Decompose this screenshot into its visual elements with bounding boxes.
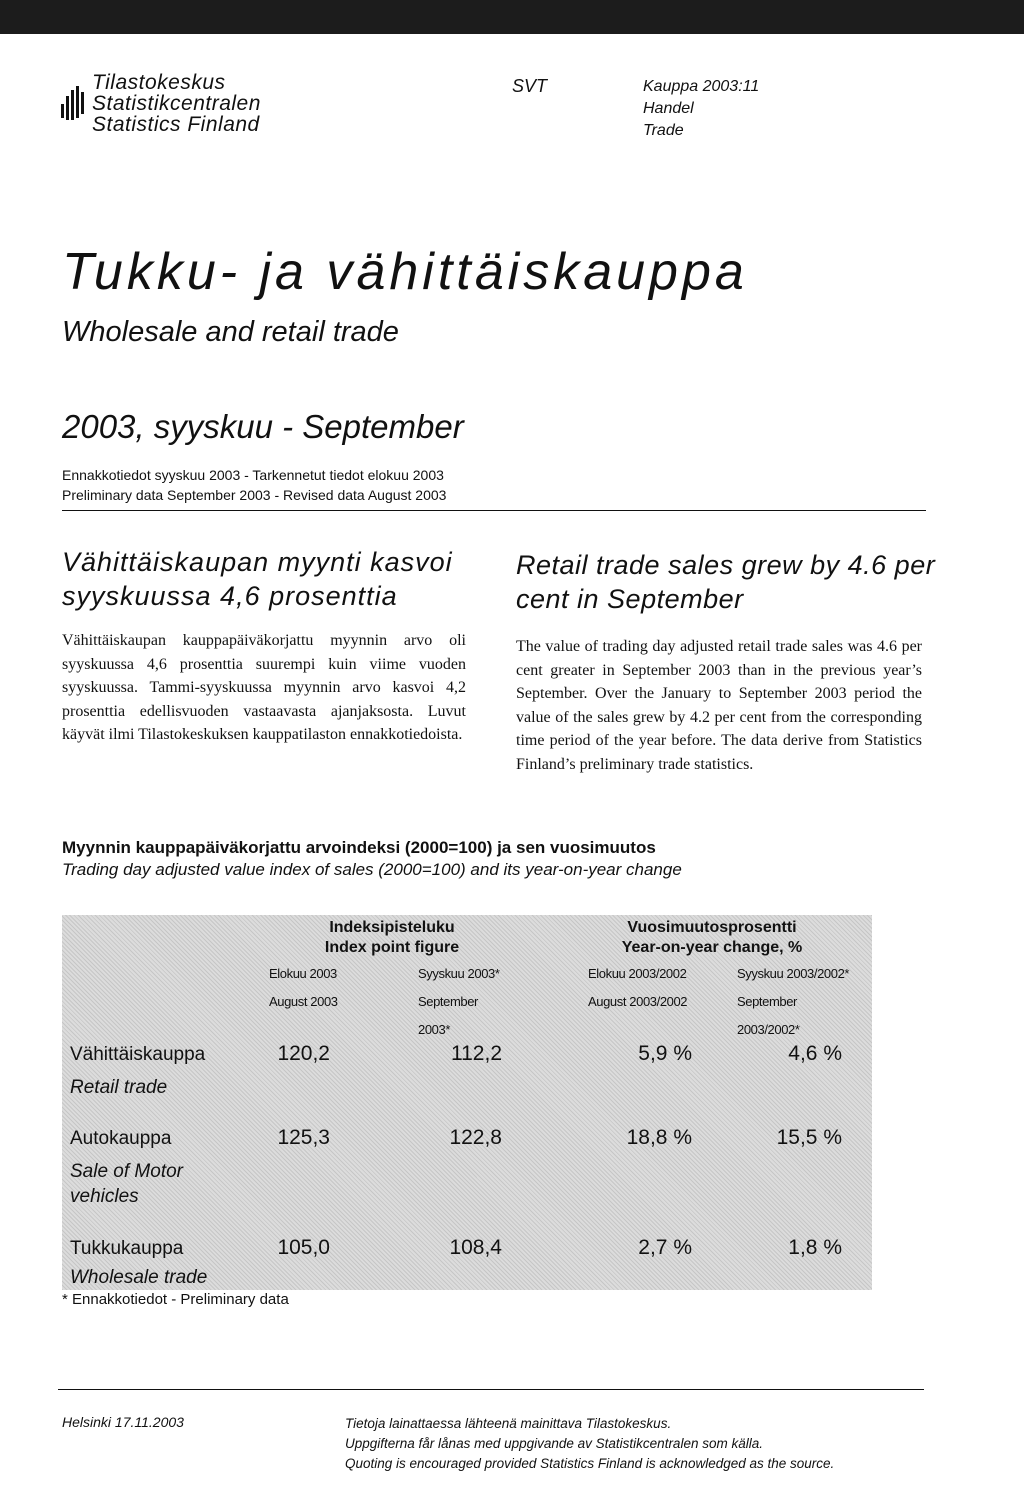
column-header-line: Elokuu 2003 — [269, 966, 337, 981]
table-cell: 2,7 % — [638, 1236, 692, 1259]
finnish-heading: Vähittäiskaupan myynti kasvoi syyskuussa 4,6 prosenttia — [62, 547, 453, 611]
series-info — [643, 76, 759, 142]
column-group-index-fi: Indeksipisteluku — [329, 919, 455, 936]
statistics-finland-logo-icon — [60, 82, 90, 126]
column-header-line: August 2003/2002 — [588, 994, 688, 1009]
sales-index-table — [62, 915, 872, 1290]
table-cell: 15,5 % — [776, 1126, 842, 1149]
citation-line-fi: Tietoja lainattaessa lähteenä mainittava Tilastokeskus. — [345, 1416, 672, 1431]
publication-period: 2003, syyskuu - September — [62, 408, 464, 445]
data-status-note — [62, 465, 446, 505]
column-group-index — [292, 918, 492, 958]
data-status-en: Preliminary data September 2003 - Revised data August 2003 — [62, 487, 447, 503]
column-header-sep-change — [737, 960, 849, 1044]
column-header-line: Elokuu 2003/2002 — [588, 966, 687, 981]
column-header-line: Syyskuu 2003/2002* — [737, 966, 850, 981]
table-cell: 18,8 % — [626, 1126, 692, 1149]
table-cell: 120,2 — [277, 1042, 330, 1065]
table-footnote: * Ennakkotiedot - Preliminary data — [62, 1291, 289, 1308]
org-name-sv: Statistikcentralen — [92, 92, 261, 115]
column-header-line: September — [418, 994, 478, 1009]
publication-title: Tukku- ja vähittäiskauppa — [62, 243, 748, 301]
table-cell: 105,0 — [277, 1236, 330, 1259]
table-title-fi: Myynnin kauppapäiväkorjattu arvoindeksi (2000=100) ja sen vuosimuutos — [62, 838, 656, 857]
publication-subtitle: Wholesale and retail trade — [62, 316, 399, 348]
citation-line-en: Quoting is encouraged provided Statistics Finland is acknowledged as the source. — [345, 1456, 835, 1471]
column-header-line: 2003/2002* — [737, 1022, 800, 1037]
row-label-en: Wholesale trade — [70, 1267, 208, 1288]
column-header-aug-2003 — [269, 960, 338, 1016]
table-cell: 4,6 % — [788, 1042, 842, 1065]
row-label-fi: Vähittäiskauppa — [70, 1044, 206, 1065]
table-cell: 1,8 % — [788, 1236, 842, 1259]
data-status-fi: Ennakkotiedot syyskuu 2003 - Tarkennetut tiedot elokuu 2003 — [62, 467, 444, 483]
column-header-aug-change — [588, 960, 687, 1016]
org-name-en: Statistics Finland — [92, 113, 260, 136]
citation-line-sv: Uppgifterna får lånas med uppgivande av Statistikcentralen som källa. — [345, 1436, 763, 1451]
column-header-line: August 2003 — [269, 994, 338, 1009]
column-header-line: September — [737, 994, 797, 1009]
column-header-sep-2003 — [418, 960, 500, 1044]
row-label-fi: Autokauppa — [70, 1128, 172, 1149]
citation-notice — [345, 1414, 834, 1474]
table-cell: 5,9 % — [638, 1042, 692, 1065]
row-label-en: Sale of Motor vehicles — [70, 1161, 183, 1207]
series-line-fi: Kauppa 2003:11 — [643, 78, 760, 95]
org-name-fi: Tilastokeskus — [92, 71, 226, 94]
top-dark-band — [0, 0, 1024, 34]
table-cell: 122,8 — [449, 1126, 502, 1149]
footer-divider — [58, 1389, 924, 1390]
column-group-change-fi: Vuosimuutosprosentti — [627, 919, 797, 936]
table-cell: 108,4 — [449, 1236, 502, 1259]
row-label-en: Retail trade — [70, 1077, 168, 1098]
english-body-text: The value of trading day adjusted retail trade sales was 4.6 per cent greater in September 2003 than in the previous year’s September. Over the January to September 2003 period the value of the sales grew by 4.2 per cent from the corresponding time period of the year before. The data derive from Statistics Finland’s preliminary trade statistics. — [516, 638, 922, 773]
row-label-motor — [70, 1126, 220, 1209]
table-title-en: Trading day adjusted value index of sales (2000=100) and its year-on-year change — [62, 860, 682, 879]
column-group-change-en: Year-on-year change, % — [621, 939, 803, 956]
column-group-index-en: Index point figure — [324, 939, 460, 956]
series-line-sv: Handel — [643, 100, 694, 117]
column-header-line: 2003* — [418, 1022, 450, 1037]
row-label-retail — [70, 1042, 240, 1100]
column-group-change — [602, 918, 822, 958]
table-cell: 112,2 — [451, 1042, 502, 1065]
finnish-body-text: Vähittäiskaupan kauppapäiväkorjattu myynnin arvo oli syyskuussa 4,6 prosenttia suurempi kuin viime vuoden syyskuussa. Tammi-syyskuussa myynnin arvo kasvoi 4,2 prosenttia edellisvuoden vastaavasta ajanjaksosta. Luvut käyvät ilmi Tilastokeskuksen kauppatilaston ennakkotiedoista. — [62, 632, 466, 743]
column-header-line: Syyskuu 2003* — [418, 966, 500, 981]
table-cell: 125,3 — [277, 1126, 330, 1149]
row-label-fi: Tukkukauppa — [70, 1238, 184, 1259]
series-line-en: Trade — [643, 122, 684, 139]
header-divider — [62, 510, 926, 511]
place-and-date: Helsinki 17.11.2003 — [62, 1414, 184, 1430]
english-heading: Retail trade sales grew by 4.6 per cent in September — [516, 550, 936, 614]
row-label-wholesale — [70, 1236, 250, 1290]
organisation-names — [92, 72, 261, 135]
series-code: SVT — [512, 76, 548, 96]
